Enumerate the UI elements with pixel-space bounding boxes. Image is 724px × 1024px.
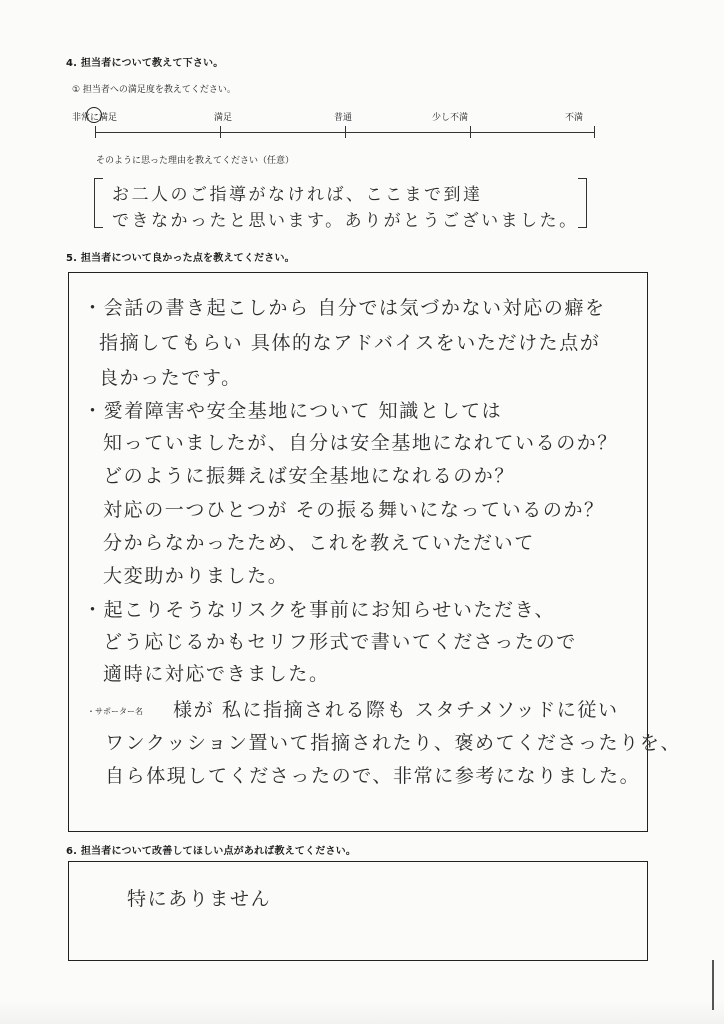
scan-edge	[0, 1000, 724, 1024]
scale-option-satisfied[interactable]: 満足	[214, 113, 233, 123]
q4-answer-line: お二人のご指導がなければ、ここまで到達	[112, 185, 483, 205]
reason-bracket-right	[578, 178, 587, 228]
scale-option-neutral[interactable]: 普通	[334, 113, 353, 123]
q5-answer-box[interactable]	[68, 272, 682, 832]
q5-answer-line: ・会話の書き起こしから 自分では気づかない対応の癖を	[83, 297, 606, 319]
q5-answer-line: 大変助かりました。	[103, 565, 289, 587]
scale-option-dissatisfied[interactable]: 不満	[565, 113, 584, 123]
q5-answer-line: 様が 私に指摘される際も スタチメソッドに従い	[173, 699, 619, 721]
scale-tick	[345, 126, 346, 138]
scan-mark	[712, 960, 714, 1010]
scale-tick	[95, 126, 96, 138]
q5-answer-line: 知っていましたが、自分は安全基地になれているのか？	[103, 432, 619, 454]
scale-tick	[470, 126, 471, 138]
q4-answer-line: できなかったと思います。ありがとうございました。	[112, 211, 579, 231]
q5-answer-line: どのように振舞えば安全基地になれるのか？	[103, 465, 516, 487]
q5-answer-line: どう応じるかもセリフ形式で書いてくださったので	[103, 631, 577, 653]
scale-tick	[594, 126, 595, 138]
q6-heading: 6. 担当者について改善してほしい点があれば教えてください。	[66, 846, 357, 857]
q5-answer-line: ・愛着障害や安全基地について 知識としては	[83, 400, 503, 422]
q4-heading: 4. 担当者について教えて下さい。	[66, 58, 224, 69]
supporter-name-label: ・サポーター名	[87, 707, 143, 716]
q5-answer-line: ・起こりそうなリスクを事前にお知らせいただき、	[83, 599, 556, 621]
q6-answer: 特にありません	[127, 888, 272, 910]
reason-bracket-left	[94, 178, 103, 228]
q5-answer-line: 適時に対応できました。	[103, 663, 330, 685]
q5-answer-line: 自ら体現してくださったので、非常に参考になりました。	[105, 765, 641, 787]
scale-option-slightly-dissatisfied[interactable]: 少し不満	[432, 113, 469, 123]
q4-reason-label: そのように思った理由を教えてください（任意）	[96, 156, 295, 166]
q5-answer-line: ワンクッション置いて指摘されたり、褒めてくださったりを、	[105, 732, 682, 754]
scale-tick	[220, 126, 221, 138]
scale-option-very-satisfied[interactable]: 非常に満足	[72, 113, 118, 123]
q6-answer-box[interactable]	[68, 861, 648, 961]
q5-answer-line: 良かったです。	[99, 367, 242, 389]
q4-satisfaction-question: ① 担当者への満足度を教えてください。	[72, 85, 236, 95]
q5-answer-line: 対応の一つひとつが その振る舞いになっているのか？	[103, 499, 605, 521]
selected-circle-mark	[86, 107, 102, 123]
q5-heading: 5. 担当者について良かった点を教えてください。	[66, 253, 295, 264]
q5-answer-line: 分からなかったため、これを教えていただいて	[103, 532, 535, 554]
q5-answer-line: 指摘してもらい 具体的なアドバイスをいただけた点が	[99, 332, 601, 354]
